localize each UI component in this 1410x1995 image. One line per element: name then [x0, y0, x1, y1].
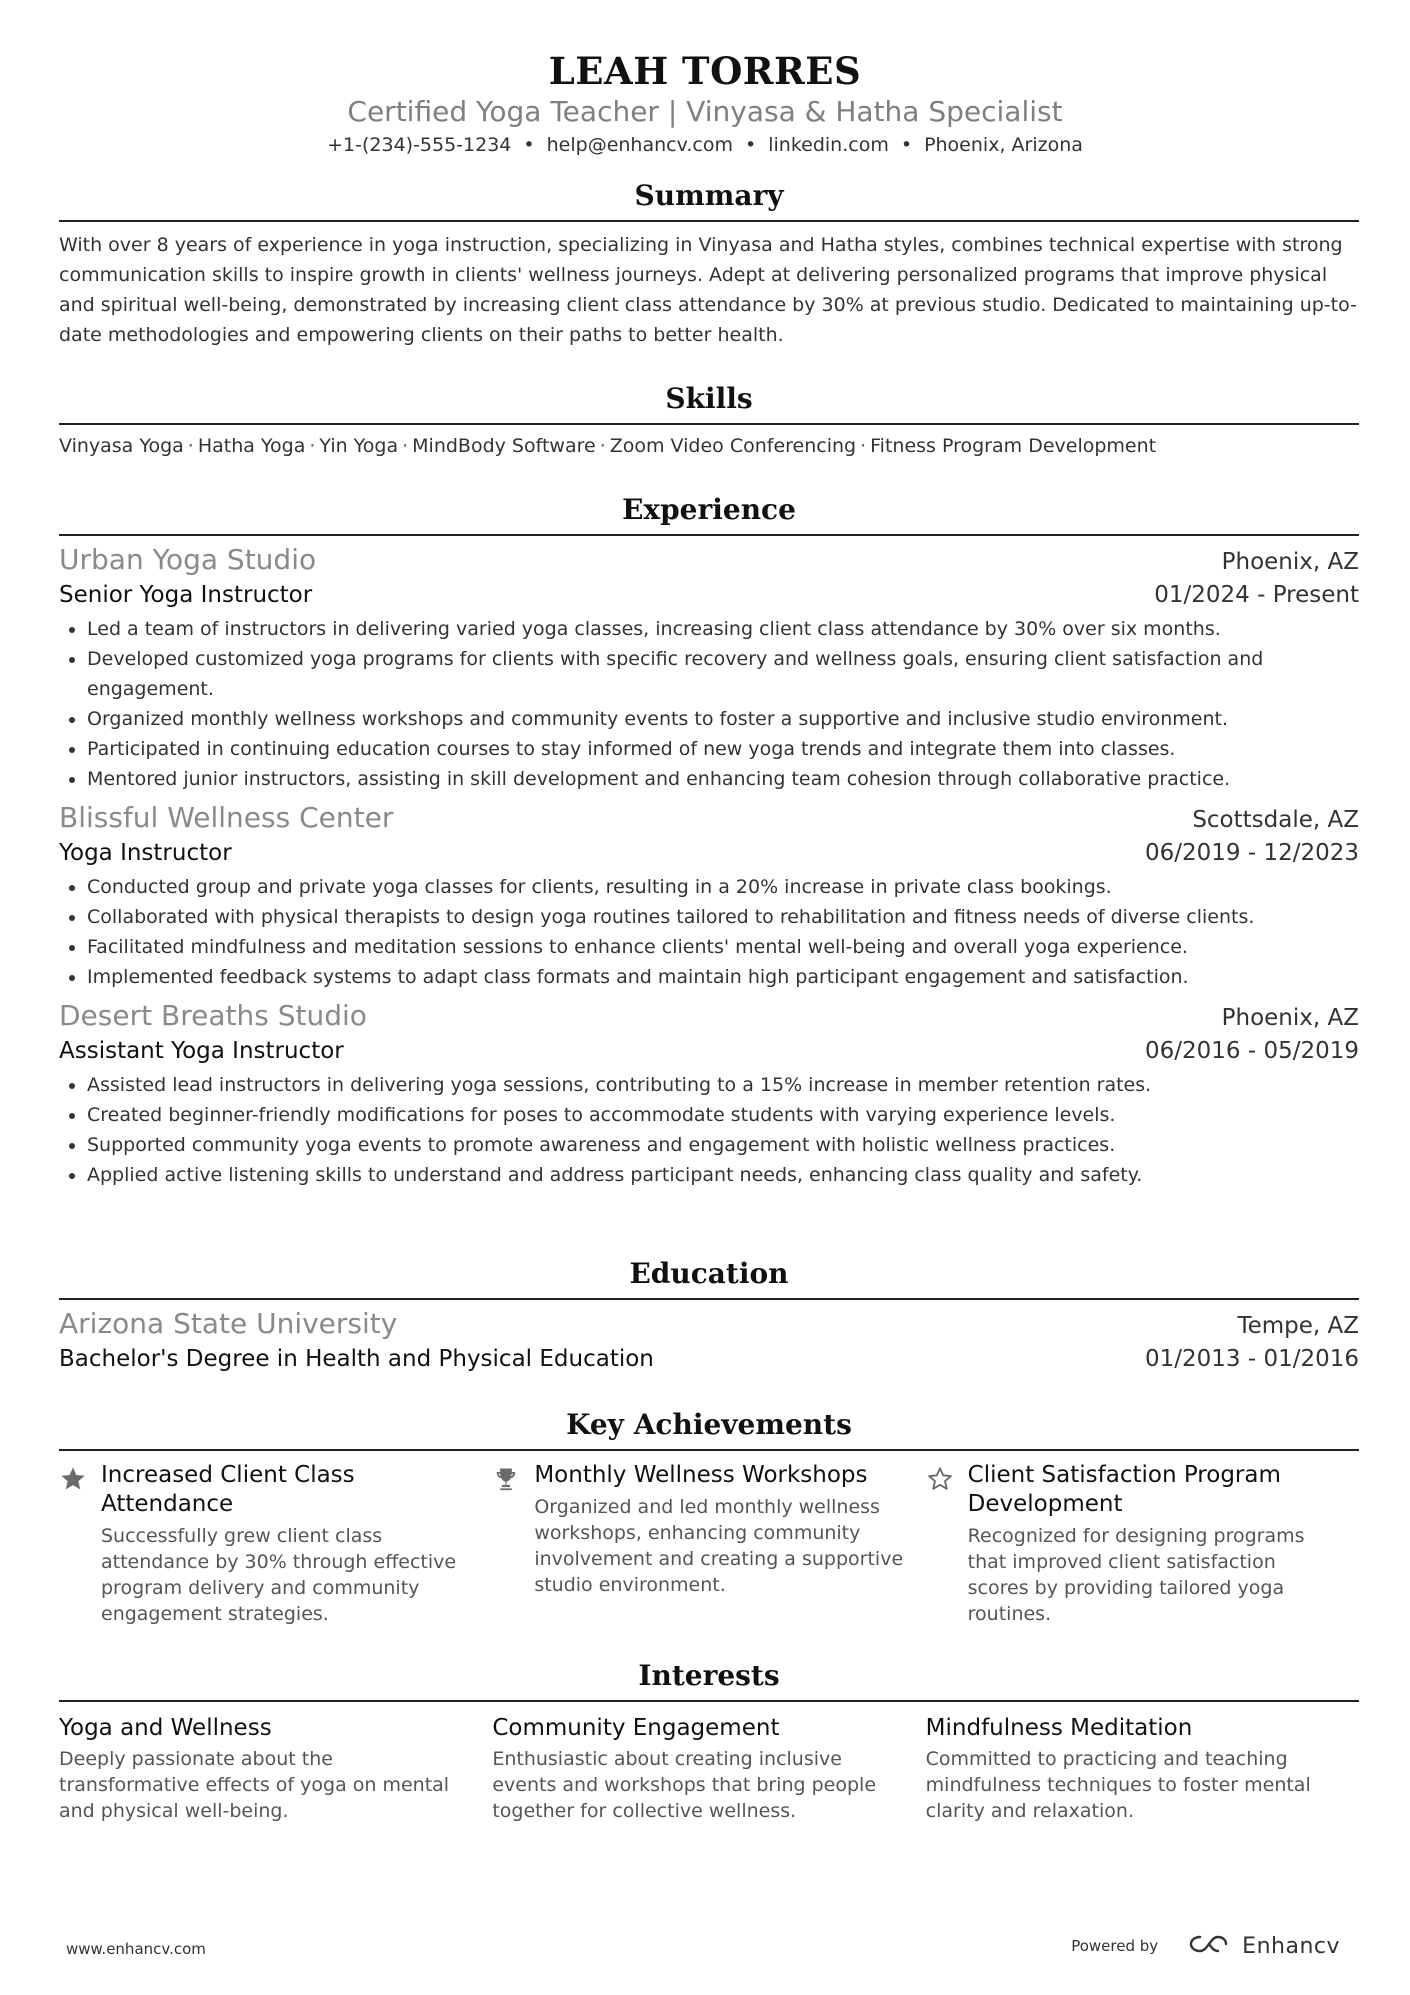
- job-bullets: [59, 614, 1359, 794]
- resume-header: [0, 48, 1410, 158]
- job-bullet: • Created beginner-friendly modifications for poses to accommodate students with varying experience levels.: [87, 1100, 1359, 1130]
- achievement-title: Increased Client Class Attendance: [101, 1462, 355, 1517]
- skill-item: Fitness Program Development: [870, 435, 1157, 457]
- candidate-title: Certified Yoga Teacher | Vinyasa & Hatha Specialist: [347, 95, 1063, 128]
- enhancv-logo-icon: [1186, 1932, 1232, 1960]
- company-name: Desert Breaths Studio: [59, 999, 367, 1032]
- job-dates: 06/2016 - 05/2019: [1144, 1038, 1359, 1064]
- summary-heading: Summary: [59, 178, 1359, 222]
- bullet-separator: •: [900, 134, 913, 156]
- job-bullet: • Led a team of instructors in delivering varied yoga classes, increasing client class attendance by 30% over six months.: [87, 614, 1359, 644]
- job-entry: [59, 800, 1359, 992]
- interest-item: [59, 1712, 492, 1824]
- achievements-heading: Key Achievements: [59, 1407, 1359, 1451]
- company-name: Blissful Wellness Center: [59, 801, 394, 834]
- job-bullet: • Conducted group and private yoga classes for clients, resulting in a 20% increase in private class bookings.: [87, 872, 1359, 902]
- job-location: Scottsdale, AZ: [1192, 807, 1359, 833]
- footer-branding: [1071, 1932, 1340, 1960]
- job-bullet: • Applied active listening skills to understand and address participant needs, enhancing class quality and safety.: [87, 1160, 1359, 1190]
- job-bullet: • Facilitated mindfulness and meditation sessions to enhance clients' mental well-being and overall yoga experience.: [87, 932, 1359, 962]
- bullet-separator: •: [523, 134, 535, 156]
- interest-desc: Deeply passionate about the transformative effects of yoga on mental and physical well-being.: [59, 1748, 450, 1822]
- experience-heading: Experience: [59, 492, 1359, 536]
- contact-location: Phoenix, Arizona: [924, 134, 1083, 156]
- job-bullet: • Organized monthly wellness workshops and community events to foster a supportive and inclusive studio environment.: [87, 704, 1359, 734]
- job-dates: 01/2024 - Present: [1154, 582, 1359, 608]
- achievement-item: [492, 1461, 925, 1627]
- interest-title: Yoga and Wellness: [59, 1715, 272, 1741]
- job-bullets: [59, 872, 1359, 992]
- brand-name: Enhancv: [1242, 1933, 1340, 1959]
- skills-list: Vinyasa Yoga · Hatha Yoga · Yin Yoga · MindBody Software · Zoom Video Conferencing · Fitness Program Development: [59, 435, 1157, 457]
- contact-line: [0, 132, 1410, 158]
- job-bullet: • Collaborated with physical therapists to design yoga routines tailored to rehabilitation and fitness needs of diverse clients.: [87, 902, 1359, 932]
- job-role: Assistant Yoga Instructor: [59, 1038, 344, 1064]
- trophy-icon: [492, 1461, 534, 1627]
- education-section: [59, 1256, 1359, 1376]
- achievement-item: [926, 1461, 1359, 1627]
- job-location: Phoenix, AZ: [1221, 549, 1359, 575]
- star-outline-icon: [926, 1461, 968, 1627]
- powered-by-label: Powered by: [1071, 1937, 1159, 1955]
- contact-phone: +1-(234)-555-1234: [327, 134, 512, 156]
- skill-item: Yin Yoga: [319, 435, 399, 457]
- job-role: Senior Yoga Instructor: [59, 582, 313, 608]
- education-entry: [59, 1306, 1359, 1376]
- job-entry: [59, 998, 1359, 1190]
- footer-website[interactable]: www.enhancv.com: [66, 1940, 206, 1958]
- interest-desc: Enthusiastic about creating inclusive events and workshops that bring people together for collective wellness.: [492, 1748, 877, 1822]
- education-heading: Education: [59, 1256, 1359, 1300]
- achievement-title: Monthly Wellness Workshops: [534, 1462, 868, 1488]
- company-name: Urban Yoga Studio: [59, 543, 317, 576]
- job-bullet: • Supported community yoga events to promote awareness and engagement with holistic wellness practices.: [87, 1130, 1359, 1160]
- interest-item: [492, 1712, 925, 1824]
- interest-item: [926, 1712, 1359, 1824]
- bullet-separator: •: [745, 134, 757, 156]
- job-bullet: • Developed customized yoga programs for clients with specific recovery and wellness goals, ensuring client satisfaction and engagement.: [87, 644, 1359, 704]
- experience-section: [59, 492, 1359, 1190]
- contact-linkedin[interactable]: linkedin.com: [768, 134, 889, 156]
- interest-title: Community Engagement: [492, 1715, 780, 1741]
- job-bullet: • Assisted lead instructors in delivering yoga sessions, contributing to a 15% increase in member retention rates.: [87, 1070, 1359, 1100]
- achievement-title: Client Satisfaction Program Development: [967, 1462, 1281, 1517]
- school-name: Arizona State University: [59, 1307, 398, 1340]
- achievement-item: [59, 1461, 492, 1627]
- achievement-desc: Recognized for designing programs that improved client satisfaction scores by providing tailored yoga routines.: [967, 1525, 1305, 1625]
- skills-heading: Skills: [59, 381, 1359, 425]
- degree: Bachelor's Degree in Health and Physical Education: [59, 1346, 654, 1372]
- interests-section: [59, 1658, 1359, 1824]
- job-bullet: • Mentored junior instructors, assisting in skill development and enhancing team cohesion through collaborative practice.: [87, 764, 1359, 794]
- job-role: Yoga Instructor: [59, 840, 232, 866]
- summary-section: [59, 178, 1359, 350]
- job-bullet: • Participated in continuing education courses to stay informed of new yoga trends and integrate them into classes.: [87, 734, 1359, 764]
- achievements-section: [59, 1407, 1359, 1627]
- achievement-desc: Successfully grew client class attendance by 30% through effective program delivery and community engagement strategies.: [101, 1525, 457, 1625]
- job-bullets: [59, 1070, 1359, 1190]
- star-filled-icon: [59, 1461, 101, 1627]
- job-location: Phoenix, AZ: [1221, 1005, 1359, 1031]
- interest-desc: Committed to practicing and teaching mindfulness techniques to foster mental clarity and relaxation.: [925, 1748, 1311, 1822]
- school-location: Tempe, AZ: [1237, 1313, 1359, 1339]
- skill-item: Zoom Video Conferencing: [609, 435, 857, 457]
- skill-item: MindBody Software: [412, 435, 596, 457]
- candidate-name: LEAH TORRES: [548, 49, 862, 93]
- summary-text: With over 8 years of experience in yoga instruction, specializing in Vinyasa and Hatha styles, combines technical expertise with strong communication skills to inspire growth in clients' wellness journeys. Adept at delivering personalized programs that improve physical and spiritual well-being, demonstrated by increasing client class attendance by 30% at previous studio. Dedicated to maintaining up-to-date methodologies and empowering clients on their paths to better health.: [59, 234, 1357, 346]
- job-bullet: • Implemented feedback systems to adapt class formats and maintain high participant engagement and satisfaction.: [87, 962, 1359, 992]
- interest-title: Mindfulness Meditation: [925, 1715, 1193, 1741]
- job-dates: 06/2019 - 12/2023: [1144, 840, 1359, 866]
- interests-heading: Interests: [59, 1658, 1359, 1702]
- education-dates: 01/2013 - 01/2016: [1144, 1346, 1359, 1372]
- job-entry: [59, 542, 1359, 794]
- achievement-desc: Organized and led monthly wellness workshops, enhancing community involvement and creating a supportive studio environment.: [534, 1496, 904, 1596]
- skills-section: [59, 381, 1359, 461]
- contact-email[interactable]: help@enhancv.com: [546, 134, 733, 156]
- skill-item: Vinyasa Yoga: [59, 435, 184, 457]
- skill-item: Hatha Yoga: [197, 435, 306, 457]
